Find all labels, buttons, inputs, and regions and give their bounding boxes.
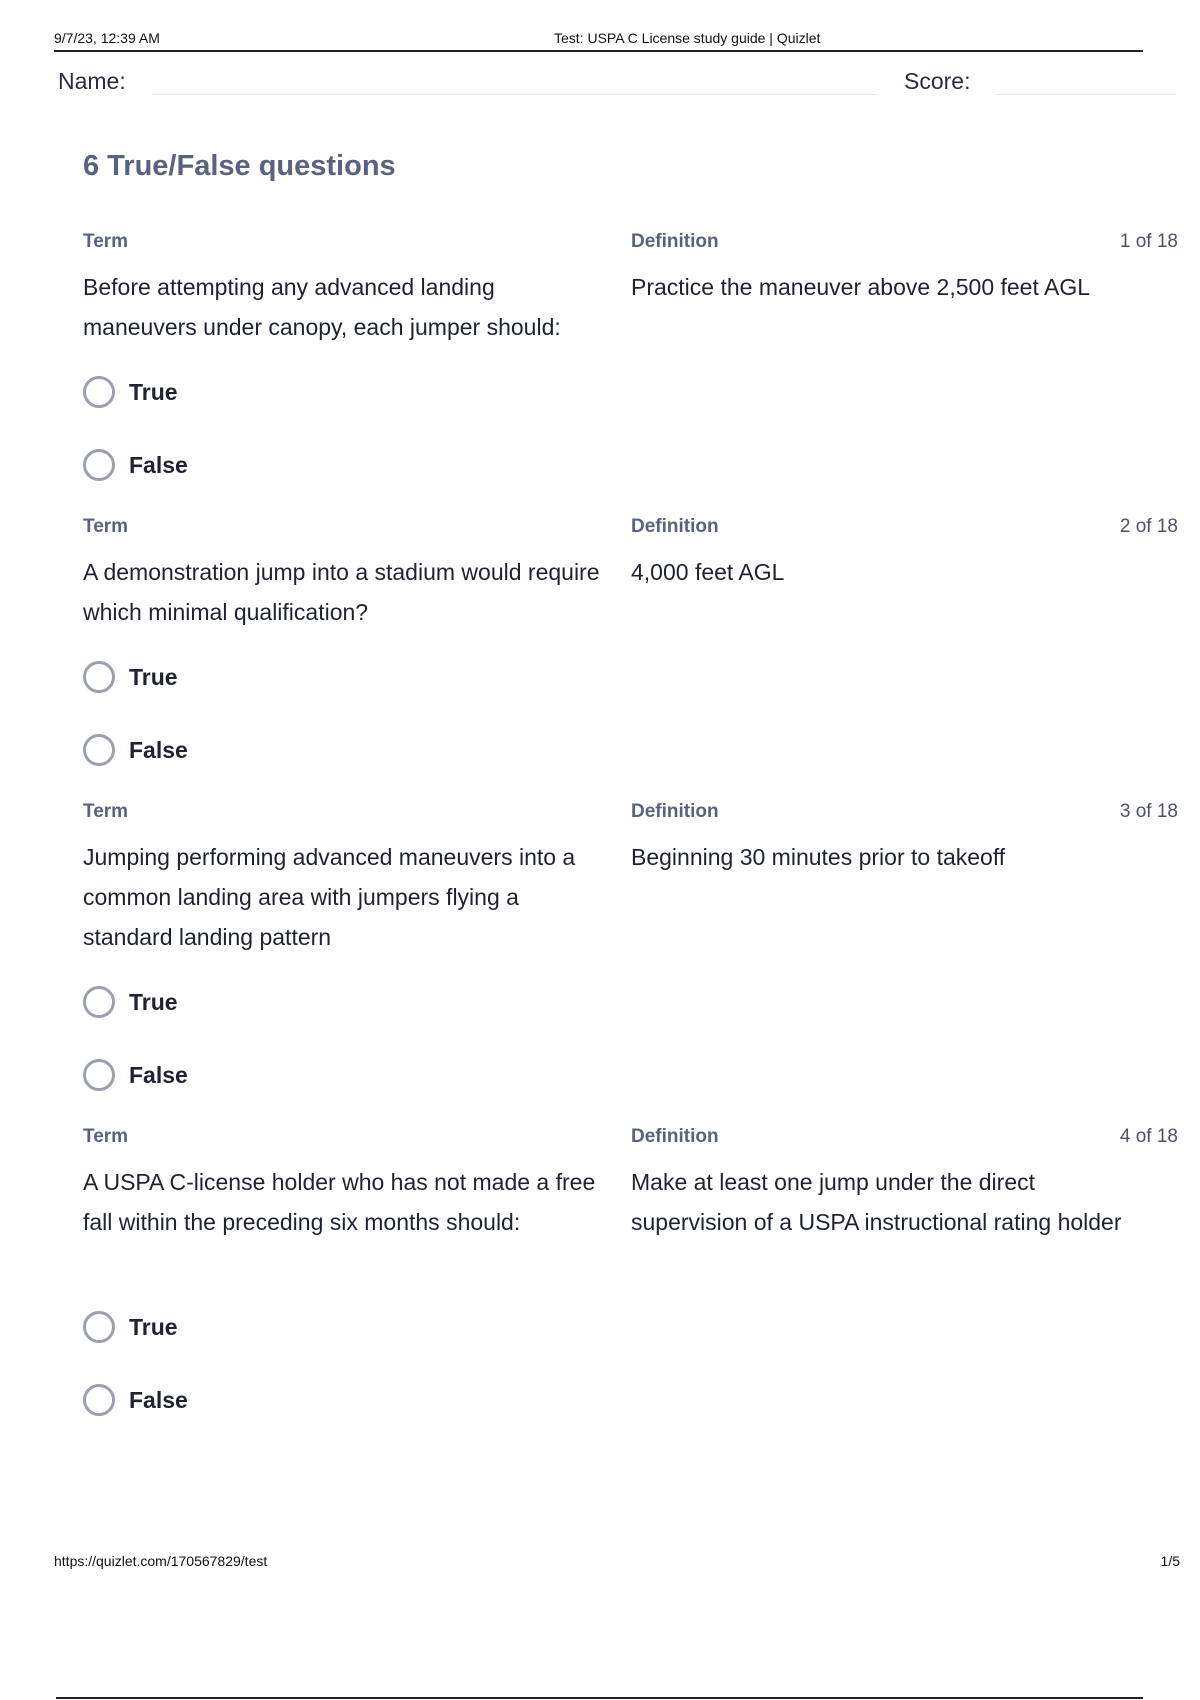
radio-button[interactable]	[83, 661, 115, 693]
option-label: False	[129, 1386, 188, 1413]
definition-label: Definition	[631, 516, 719, 537]
question-header	[83, 801, 1178, 829]
question-body	[83, 267, 1178, 347]
radio-button[interactable]	[83, 734, 115, 766]
option-true[interactable]	[83, 656, 1178, 698]
question-card	[83, 801, 1178, 1127]
definition-text: 4,000 feet AGL	[631, 559, 785, 585]
definition-text: Make at least one jump under the direct supervision of a USPA instructional rating holder	[631, 1169, 1122, 1235]
option-false[interactable]	[83, 1379, 1178, 1421]
option-false[interactable]	[83, 1054, 1178, 1096]
option-true[interactable]	[83, 1306, 1178, 1348]
option-label: False	[129, 736, 188, 763]
page-number: 1/5	[1160, 1553, 1180, 1569]
name-field-line	[152, 94, 878, 95]
print-page-title: Test: USPA C License study guide | Quizlet	[554, 30, 821, 46]
question-header	[83, 1126, 1178, 1154]
radio-button[interactable]	[83, 1384, 115, 1416]
score-label: Score:	[904, 68, 971, 94]
print-date: 9/7/23, 12:39 AM	[54, 30, 160, 46]
print-header	[54, 28, 1143, 52]
answer-options	[83, 981, 1178, 1096]
section-title: 6 True/False questions	[83, 150, 396, 182]
question-card	[83, 231, 1178, 517]
term-label: Term	[83, 801, 129, 822]
definition-text: Beginning 30 minutes prior to takeoff	[631, 844, 1006, 870]
question-counter: 2 of 18	[1119, 516, 1178, 537]
question-counter: 1 of 18	[1119, 231, 1178, 252]
answer-options	[83, 1306, 1178, 1421]
definition-text: Practice the maneuver above 2,500 feet AGL	[631, 274, 1091, 300]
term-label: Term	[83, 1126, 129, 1147]
question-header	[83, 231, 1178, 259]
term-label: Term	[83, 231, 129, 252]
radio-button[interactable]	[83, 449, 115, 481]
option-label: False	[129, 451, 188, 478]
question-card	[83, 516, 1178, 802]
answer-options	[83, 371, 1178, 486]
page-url: https://quizlet.com/170567829/test	[54, 1553, 268, 1569]
definition-label: Definition	[631, 801, 719, 822]
term-text: A USPA C-license holder who has not made a free fall within the preceding six months should:	[83, 1169, 596, 1235]
score-field-line	[996, 94, 1176, 95]
question-body	[83, 552, 1178, 632]
option-label: False	[129, 1061, 188, 1088]
question-counter: 3 of 18	[1119, 801, 1178, 822]
radio-button[interactable]	[83, 986, 115, 1018]
term-label: Term	[83, 516, 129, 537]
option-label: True	[129, 988, 178, 1015]
option-true[interactable]	[83, 981, 1178, 1023]
question-card	[83, 1126, 1178, 1452]
question-header	[83, 516, 1178, 544]
name-score-row	[58, 64, 1178, 100]
definition-label: Definition	[631, 231, 719, 252]
option-label: True	[129, 378, 178, 405]
option-label: True	[129, 1313, 178, 1340]
term-text: Jumping performing advanced maneuvers into a common landing area with jumpers flying a standard landing pattern	[83, 844, 576, 950]
bottom-divider	[56, 1697, 1143, 1699]
radio-button[interactable]	[83, 376, 115, 408]
question-body	[83, 1162, 1178, 1242]
answer-options	[83, 656, 1178, 771]
name-label: Name:	[58, 68, 126, 94]
term-text: A demonstration jump into a stadium would require which minimal qualification?	[83, 559, 600, 625]
term-text: Before attempting any advanced landing maneuvers under canopy, each jumper should:	[83, 274, 561, 340]
option-false[interactable]	[83, 729, 1178, 771]
radio-button[interactable]	[83, 1059, 115, 1091]
radio-button[interactable]	[83, 1311, 115, 1343]
option-true[interactable]	[83, 371, 1178, 413]
option-false[interactable]	[83, 444, 1178, 486]
question-body	[83, 837, 1178, 957]
option-label: True	[129, 663, 178, 690]
question-counter: 4 of 18	[1119, 1126, 1178, 1147]
definition-label: Definition	[631, 1126, 719, 1147]
